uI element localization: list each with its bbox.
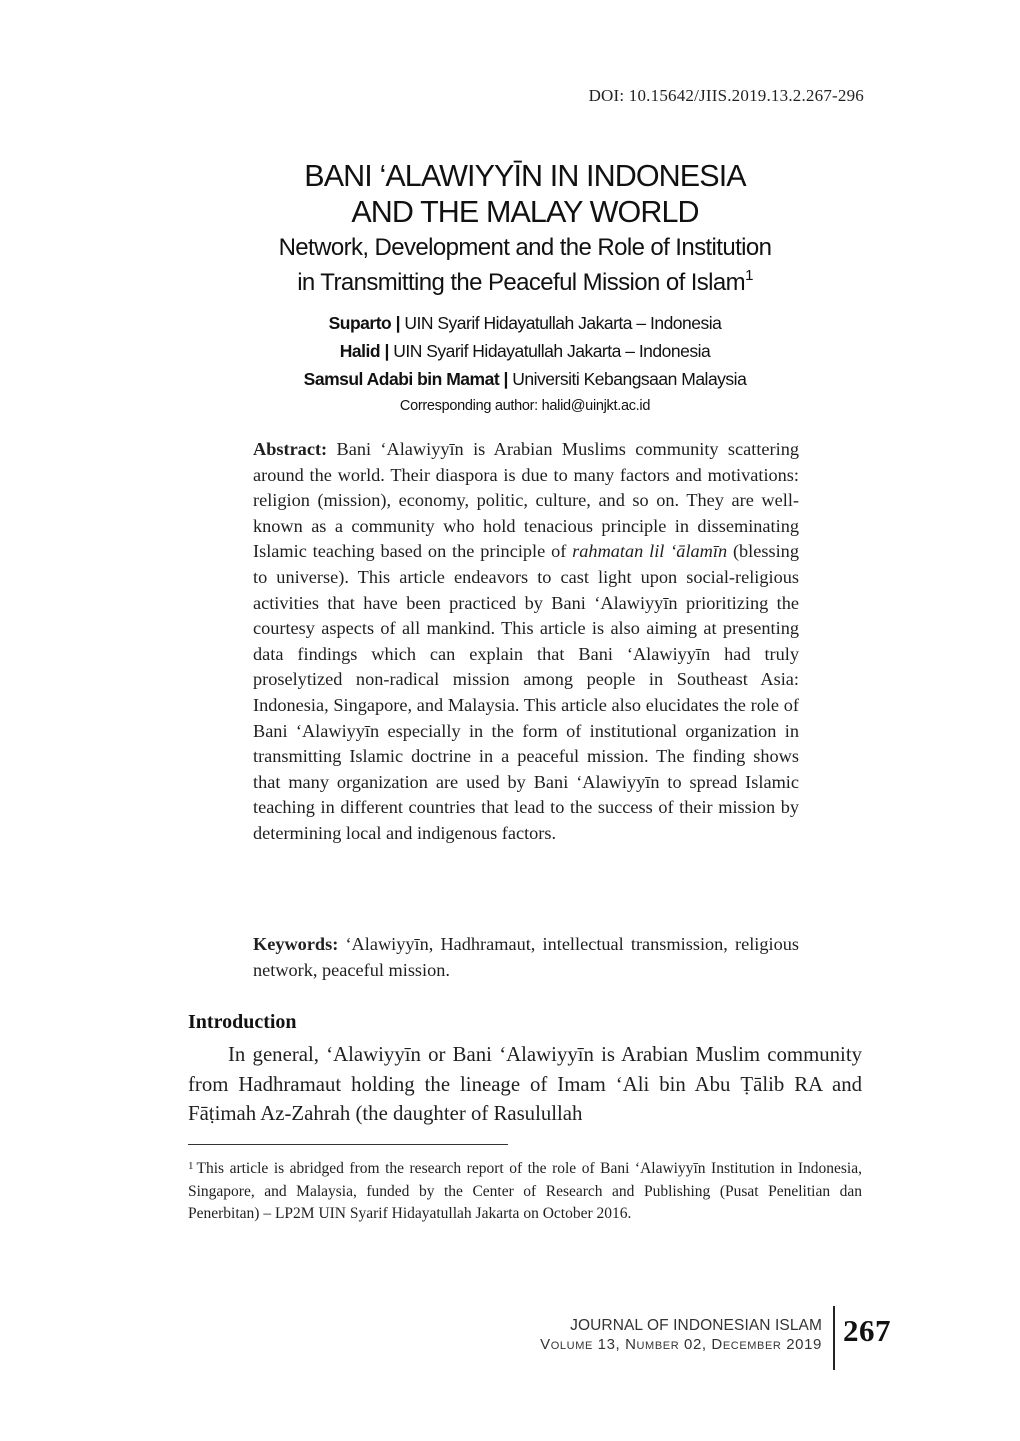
author-affiliation: UIN Syarif Hidayatullah Jakarta – Indonesia — [393, 341, 711, 361]
author-list — [188, 309, 862, 419]
author-separator: | — [391, 313, 405, 333]
author-name: Suparto — [328, 313, 392, 333]
abstract-text-2: (blessing to universe). This article endeavors to cast light upon social-religious activities that have been practiced by Bani ‘Alawiyyīn prioritizing the courtesy aspects of all mankind. This article is also aiming at presenting data findings which can explain that Bani ‘Alawiyyīn had truly proselytized non-radical mission among people in Southeast Asia: Indonesia, Singapore, and Malaysia. This article also elucidates the role of Bani ‘Alawiyyīn especially in the form of institutional organization in transmitting Islamic doctrine in a peaceful mission. The finding shows that many organization are used by Bani ‘Alawiyyīn to spread Islamic teaching in different countries that lead to the success of their mission by determining local and indigenous factors. — [253, 541, 799, 843]
doi-header: DOI: 10.15642/JIIS.2019.13.2.267-296 — [588, 86, 864, 105]
title-block — [188, 158, 862, 300]
keywords-paragraph — [253, 932, 799, 983]
abstract — [253, 437, 799, 847]
subtitle-line-2-text: in Transmitting the Peaceful Mission of Islam — [297, 269, 746, 296]
author-name: Halid — [339, 341, 381, 361]
keywords — [253, 932, 799, 983]
author-separator: | — [499, 369, 513, 389]
footnote-divider — [188, 1144, 508, 1145]
abstract-text-1: Bani ‘Alawiyyīn is Arabian Muslims community scattering around the world. Their diaspora is due to many factors and motivations: religion (mission), economy, politic, culture, and so on. They are well-known as a community who hold tenacious principle in disseminating Islamic teaching based on the principle of — [253, 439, 799, 562]
subtitle-line-1: Network, Development and the Role of Institution — [278, 234, 772, 261]
footnote — [188, 1155, 862, 1226]
author-line — [188, 309, 862, 337]
introduction-body — [188, 1040, 862, 1129]
section-heading-introduction: Introduction — [188, 1011, 297, 1033]
page-number: 267 — [843, 1313, 891, 1348]
author-affiliation: Universiti Kebangsaan Malaysia — [512, 369, 747, 389]
author-affiliation: UIN Syarif Hidayatullah Jakarta – Indonesia — [404, 313, 722, 333]
title-footnote-marker[interactable]: 1 — [745, 267, 753, 284]
corresponding-author[interactable]: Corresponding author: halid@uinjkt.ac.id — [399, 398, 651, 414]
abstract-label: Abstract: — [253, 439, 328, 459]
footnote-paragraph — [188, 1155, 862, 1226]
author-line — [188, 365, 862, 393]
author-name: Samsul Adabi bin Mamat — [303, 369, 500, 389]
footnote-text: This article is abridged from the research report of the role of Bani ‘Alawiyyīn Institution in Indonesia, Singapore, and Malaysia, funded by the Center of Research and Publishing (Pusat Penelitian dan Penerbitan) – LP2M UIN Syarif Hidayatullah Jakarta on October 2016. — [188, 1160, 862, 1222]
abstract-italic-term: rahmatan lil ‘ālamīn — [572, 541, 728, 562]
introduction-paragraph: In general, ‘Alawiyyīn or Bani ‘Alawiyyīn is Arabian Muslim community from Hadhramaut holding the lineage of Imam ‘Ali bin Abu Ṭālib RA and Fāṭimah Az-Zahrah (the daughter of Rasulullah — [188, 1043, 862, 1125]
page-footer — [456, 1316, 822, 1354]
title-line-1: BANI ‘ALAWIYYĪN IN INDONESIA — [304, 159, 746, 193]
journal-name: JOURNAL OF INDONESIAN ISLAM — [570, 1317, 822, 1334]
footer-divider — [833, 1306, 835, 1370]
keywords-label: Keywords: — [253, 934, 339, 954]
subtitle-line-2 — [188, 265, 862, 300]
keywords-text: ‘Alawiyyīn, Hadhramaut, intellectual transmission, religious network, peaceful mission. — [253, 934, 799, 980]
abstract-paragraph — [253, 437, 799, 847]
title-line-2: AND THE MALAY WORLD — [351, 195, 699, 229]
author-separator: | — [380, 341, 394, 361]
author-line — [188, 337, 862, 365]
volume-info: Volume 13, Number 02, December 2019 — [540, 1336, 822, 1353]
footnote-number: 1 — [188, 1160, 194, 1172]
